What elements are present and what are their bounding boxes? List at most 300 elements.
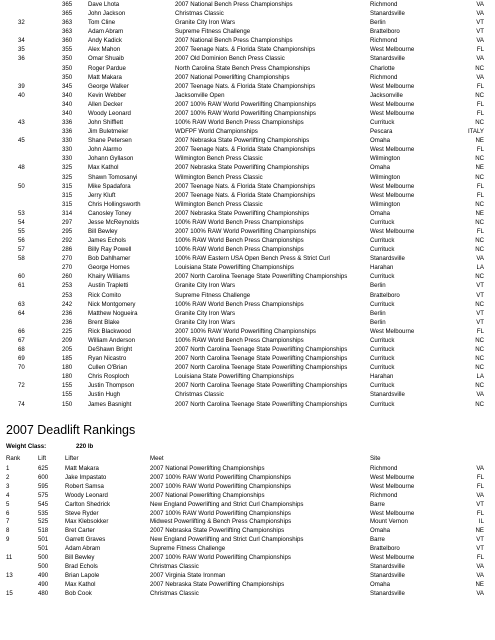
meet-cell: Wilmington Bench Press Classic: [175, 155, 263, 163]
site-state-cell: VA: [476, 391, 484, 399]
site-city-cell: Currituck: [370, 400, 395, 408]
meet-cell: 2007 Virginia State Ironman: [150, 571, 226, 579]
column-header-row: [0, 454, 495, 464]
lift-cell: 340: [62, 109, 73, 117]
lift-cell: 545: [38, 500, 49, 508]
site-state-cell: FL: [476, 46, 484, 54]
site-city-cell: Currituck: [370, 382, 395, 390]
site-city-cell: West Melbourne: [370, 554, 415, 561]
lift-cell: 525: [38, 518, 49, 526]
lifter-cell: DeShawn Bright: [88, 346, 133, 354]
lifter-cell: Bret Carter: [65, 527, 95, 535]
lift-cell: 340: [62, 100, 73, 108]
lifter-cell: John Shifflett: [88, 119, 124, 127]
rank-cell: 57: [18, 246, 25, 254]
site-state-cell: VA: [476, 589, 484, 597]
site-city-cell: Currituck: [370, 364, 395, 372]
rank-cell: 68: [18, 346, 25, 354]
meet-cell: 2007 100% RAW World Powerlifting Championships: [175, 100, 316, 108]
lifter-cell: Justin Hugh: [88, 391, 121, 399]
lift-cell: 535: [38, 509, 49, 517]
weight-class-label: Weight Class:: [6, 443, 47, 450]
meet-cell: 2007 Teenage Nats. & Florida State Championships: [175, 191, 316, 199]
lifter-cell: Jim Buletmeier: [88, 128, 129, 136]
site-state-cell: VT: [476, 536, 484, 544]
site-city-cell: Richmond: [370, 37, 398, 45]
lift-cell: 600: [38, 473, 49, 481]
lift-cell: 180: [62, 373, 73, 381]
rank-cell: 63: [18, 300, 25, 308]
site-city-cell: Stanardsville: [370, 562, 405, 570]
meet-cell: 2007 Nebraska State Powerlifting Championships: [175, 209, 310, 217]
rank-cell: 11: [6, 554, 13, 561]
lifter-cell: Bob Dahlhamer: [88, 255, 131, 263]
site-state-cell: VA: [476, 1, 484, 8]
rank-cell: 2: [6, 473, 10, 481]
lifter-cell: Woody Leonard: [88, 109, 131, 117]
site-state-cell: NE: [475, 164, 484, 172]
lifter-cell: Allen Decker: [88, 100, 123, 108]
section-title: 2007 Deadlift Rankings: [6, 423, 136, 437]
rank-cell: 50: [18, 182, 25, 190]
meet-cell: 2007 Teenage Nats. & Florida State Championships: [175, 182, 316, 190]
lifter-cell: James Echols: [88, 237, 126, 245]
lifter-cell: George Walker: [88, 82, 129, 90]
rank-cell: 67: [18, 336, 25, 344]
lift-cell: 155: [62, 382, 73, 390]
meet-cell: Louisiana State Powerlifting Championships: [175, 373, 294, 381]
lifter-cell: Nick Montgomery: [88, 300, 136, 308]
meet-cell: 100% RAW World Bench Press Championships: [175, 300, 304, 308]
site-state-cell: NC: [475, 355, 484, 363]
lift-cell: 185: [62, 355, 73, 363]
lifter-cell: Shawn Tomosanyi: [88, 173, 138, 181]
lifter-cell: Jesse McReynolds: [88, 218, 140, 226]
lift-cell: 180: [62, 364, 73, 372]
site-city-cell: Harahan: [370, 264, 394, 272]
meet-cell: 2007 100% RAW World Powerlifting Championships: [150, 554, 291, 561]
meet-cell: 100% RAW World Bench Press Championships: [175, 246, 304, 254]
site-city-cell: West Melbourne: [370, 182, 415, 190]
site-city-cell: Jacksonville: [370, 91, 403, 99]
lift-cell: 253: [62, 282, 73, 290]
meet-cell: 2007 Teenage Nats. & Florida State Championships: [175, 46, 316, 54]
rank-cell: 61: [18, 282, 25, 290]
lifter-cell: Tom Cline: [88, 19, 116, 27]
site-state-cell: VT: [476, 500, 484, 508]
lift-cell: 315: [62, 191, 73, 199]
lift-cell: 595: [38, 482, 49, 490]
site-city-cell: Pescara: [370, 128, 393, 136]
column-header-lift: Lift: [38, 455, 47, 462]
lift-cell: 501: [38, 536, 49, 544]
site-state-cell: VT: [476, 28, 484, 36]
rank-cell: 55: [18, 228, 25, 235]
lifter-cell: Kevin Webber: [88, 91, 127, 99]
site-city-cell: Wilmington: [370, 173, 401, 181]
meet-cell: 2007 Nebraska State Powerlifting Championships: [150, 527, 285, 535]
site-state-cell: NC: [475, 273, 484, 281]
lifter-cell: Dave Lhota: [88, 1, 120, 8]
site-city-cell: Brattelboro: [370, 291, 400, 299]
meet-cell: 2007 Teenage Nats. & Florida State Championships: [175, 146, 316, 154]
site-city-cell: Barre: [370, 500, 385, 508]
site-state-cell: FL: [476, 82, 484, 90]
lift-cell: 270: [62, 255, 73, 263]
site-city-cell: Omaha: [370, 527, 390, 535]
meet-cell: Granite City Iron Wars: [175, 19, 236, 27]
rank-cell: 15: [6, 589, 13, 597]
site-state-cell: NC: [475, 364, 484, 372]
lifter-cell: Chris Rosploch: [88, 373, 130, 381]
meet-cell: Supreme Fitness Challenge: [150, 545, 226, 553]
meet-cell: Christmas Classic: [175, 391, 224, 399]
rank-cell: 70: [18, 364, 25, 372]
rank-cell: 3: [6, 482, 10, 490]
lift-cell: 330: [62, 146, 73, 154]
meet-cell: 2007 100% RAW World Powerlifting Championships: [150, 473, 291, 481]
lifter-cell: Mike Spadafora: [88, 182, 131, 190]
meet-cell: 100% RAW Eastern USA Open Bench Press & Strict Curl: [175, 255, 330, 263]
lift-cell: 253: [62, 291, 73, 299]
site-state-cell: NC: [475, 91, 484, 99]
site-city-cell: Omaha: [370, 164, 390, 172]
lifter-cell: Max Kathol: [65, 580, 96, 588]
meet-cell: 100% RAW World Bench Press Championships: [175, 218, 304, 226]
meet-cell: Christmas Classic: [175, 10, 224, 18]
lifter-cell: William Anderson: [88, 336, 136, 344]
rank-cell: 56: [18, 237, 25, 245]
site-state-cell: NE: [475, 209, 484, 217]
column-header-site: Site: [370, 455, 381, 462]
site-city-cell: Stanardsville: [370, 391, 405, 399]
site-city-cell: Richmond: [370, 491, 398, 499]
lift-cell: 336: [62, 128, 73, 136]
site-city-cell: Barre: [370, 536, 385, 544]
meet-cell: 2007 North Carolina Teenage State Powerlifting Championships: [175, 382, 348, 390]
lift-cell: 363: [62, 19, 73, 27]
site-state-cell: VA: [476, 37, 484, 45]
lift-cell: 286: [62, 246, 73, 254]
lifter-cell: Brent Blake: [88, 318, 120, 326]
site-state-cell: NC: [475, 382, 484, 390]
lifter-cell: Justin Thompson: [88, 382, 135, 390]
meet-cell: Granite City Iron Wars: [175, 282, 236, 290]
site-state-cell: FL: [476, 182, 484, 190]
lifter-cell: Chris Hollingsworth: [88, 200, 141, 208]
site-state-cell: FL: [476, 482, 484, 490]
lifter-cell: Andy Kadick: [88, 37, 122, 45]
meet-cell: North Carolina State Bench Press Championships: [175, 64, 311, 72]
lifter-cell: Billy Ray Powell: [88, 246, 132, 254]
lift-cell: 205: [62, 346, 73, 354]
meet-cell: 100% RAW World Bench Press Championships: [175, 119, 304, 127]
site-state-cell: FL: [476, 146, 484, 154]
meet-cell: New England Powerlifting and Strict Curl Championships: [150, 536, 304, 544]
rank-cell: 35: [18, 46, 25, 54]
meet-cell: 2007 North Carolina Teenage State Powerlifting Championships: [175, 355, 348, 363]
site-state-cell: FL: [476, 509, 484, 517]
lift-cell: 625: [38, 465, 49, 472]
lifter-cell: Shane Petersen: [88, 137, 132, 145]
site-state-cell: IL: [478, 518, 484, 526]
site-state-cell: VT: [476, 19, 484, 27]
site-state-cell: NC: [475, 218, 484, 226]
lift-cell: 314: [62, 209, 73, 217]
meet-cell: 2007 100% RAW World Powerlifting Championships: [175, 109, 316, 117]
meet-cell: 100% RAW World Bench Press Championships: [175, 237, 304, 245]
rank-cell: 43: [18, 119, 25, 127]
lifter-cell: Matt Makara: [65, 465, 99, 472]
lifter-cell: Bill Bewley: [88, 228, 118, 235]
lift-cell: 236: [62, 318, 73, 326]
meet-cell: 2007 100% RAW World Powerlifting Championships: [175, 327, 316, 335]
site-state-cell: VA: [476, 255, 484, 263]
site-state-cell: VA: [476, 491, 484, 499]
site-state-cell: ITALY: [467, 128, 484, 136]
lift-cell: 360: [62, 37, 73, 45]
site-city-cell: West Melbourne: [370, 46, 415, 54]
meet-cell: Supreme Fitness Challenge: [175, 28, 251, 36]
site-state-cell: NC: [475, 200, 484, 208]
lifter-cell: Jake Impastato: [65, 473, 107, 481]
lift-cell: 500: [38, 554, 49, 561]
lifter-cell: Adam Abram: [88, 28, 124, 36]
site-state-cell: NC: [475, 64, 484, 72]
rank-cell: 4: [6, 491, 10, 499]
rank-cell: 48: [18, 164, 25, 172]
site-state-cell: VT: [476, 309, 484, 317]
lift-cell: 236: [62, 309, 73, 317]
site-city-cell: West Melbourne: [370, 109, 415, 117]
site-city-cell: Currituck: [370, 119, 395, 127]
rank-cell: 36: [18, 55, 25, 63]
meet-cell: 2007 National Powerlifting Championships: [150, 465, 265, 472]
lift-cell: 330: [62, 155, 73, 163]
meet-cell: Granite City Iron Wars: [175, 318, 236, 326]
lift-cell: 575: [38, 491, 49, 499]
column-header-rank: Rank: [6, 455, 21, 462]
rank-cell: 69: [18, 355, 25, 363]
lifter-cell: Cullen O'Brian: [88, 364, 128, 372]
meet-cell: 2007 100% RAW World Powerlifting Championships: [175, 228, 316, 235]
lift-cell: 500: [38, 562, 49, 570]
meet-cell: 2007 National Bench Press Championships: [175, 1, 293, 8]
rank-cell: 40: [18, 91, 25, 99]
lift-cell: 336: [62, 119, 73, 127]
site-city-cell: Currituck: [370, 300, 395, 308]
lifter-cell: Brad Echols: [65, 562, 98, 570]
meet-cell: 2007 North Carolina Teenage State Powerlifting Championships: [175, 273, 348, 281]
site-state-cell: NC: [475, 346, 484, 354]
rank-cell: 54: [18, 218, 25, 226]
lifter-cell: Alex Mahon: [88, 46, 121, 54]
site-city-cell: Wilmington: [370, 200, 401, 208]
meet-cell: 2007 Teenage Nats. & Florida State Championships: [175, 82, 316, 90]
site-state-cell: NE: [475, 137, 484, 145]
lift-cell: 490: [38, 571, 49, 579]
rank-cell: 45: [18, 137, 25, 145]
lifter-cell: Adam Abram: [65, 545, 101, 553]
lift-cell: 270: [62, 264, 73, 272]
rank-cell: 13: [6, 571, 13, 579]
lift-cell: 325: [62, 164, 73, 172]
lift-cell: 363: [62, 28, 73, 36]
lifter-cell: Matt Makara: [88, 73, 122, 81]
lifter-cell: Roger Pardue: [88, 64, 126, 72]
lift-cell: 501: [38, 545, 49, 553]
lifter-cell: Garrett Graves: [65, 536, 106, 544]
lifter-cell: Robert Samsa: [65, 482, 104, 490]
lifter-cell: Jerry Kluft: [88, 191, 116, 199]
site-state-cell: NC: [475, 173, 484, 181]
lift-cell: 315: [62, 200, 73, 208]
site-city-cell: Mount Vernon: [370, 518, 408, 526]
meet-cell: Midwest Powerlifting & Bench Press Championships: [150, 518, 292, 526]
site-city-cell: Currituck: [370, 246, 395, 254]
site-city-cell: West Melbourne: [370, 509, 415, 517]
site-state-cell: NC: [475, 119, 484, 127]
meet-cell: 2007 National Powerlifting Championships: [150, 491, 265, 499]
site-state-cell: FL: [476, 109, 484, 117]
site-city-cell: Stanardsville: [370, 10, 405, 18]
lift-cell: 340: [62, 91, 73, 99]
rank-cell: 1: [6, 465, 10, 472]
meet-cell: Louisiana State Powerlifting Championships: [175, 264, 294, 272]
site-city-cell: Harahan: [370, 373, 394, 381]
lift-cell: 242: [62, 300, 73, 308]
site-city-cell: Berlin: [370, 309, 386, 317]
site-state-cell: LA: [476, 373, 484, 381]
lifter-cell: Carlton Shedrick: [65, 500, 111, 508]
rank-cell: 60: [18, 273, 25, 281]
lift-cell: 365: [62, 1, 73, 8]
lift-cell: 330: [62, 137, 73, 145]
site-state-cell: VA: [476, 55, 484, 63]
site-city-cell: Stanardsville: [370, 255, 405, 263]
site-city-cell: Stanardsville: [370, 55, 405, 63]
site-state-cell: VT: [476, 545, 484, 553]
meet-cell: 2007 Old Dominion Bench Press Classic: [175, 55, 285, 63]
rank-cell: 6: [6, 509, 10, 517]
meet-cell: Christmas Classic: [150, 562, 199, 570]
lift-cell: 345: [62, 82, 73, 90]
lifter-cell: Steve Ryder: [65, 509, 99, 517]
site-state-cell: FL: [476, 228, 484, 235]
site-state-cell: NE: [475, 527, 484, 535]
rank-cell: 32: [18, 19, 25, 27]
lift-cell: 155: [62, 391, 73, 399]
meet-cell: 2007 National Powerlifting Championships: [175, 73, 290, 81]
site-state-cell: NC: [475, 237, 484, 245]
site-city-cell: West Melbourne: [370, 146, 415, 154]
site-state-cell: VA: [476, 10, 484, 18]
lift-cell: 325: [62, 173, 73, 181]
site-state-cell: FL: [476, 554, 484, 561]
site-city-cell: West Melbourne: [370, 327, 415, 335]
site-state-cell: VA: [476, 571, 484, 579]
rank-cell: 58: [18, 255, 25, 263]
site-city-cell: West Melbourne: [370, 228, 415, 235]
lift-cell: 209: [62, 336, 73, 344]
lifter-cell: Austin Trapletti: [88, 282, 129, 290]
lifter-cell: Matthew Nogueira: [88, 309, 138, 317]
lift-cell: 490: [38, 580, 49, 588]
site-state-cell: LA: [476, 264, 484, 272]
rank-cell: 5: [6, 500, 10, 508]
site-city-cell: Richmond: [370, 1, 398, 8]
site-city-cell: Currituck: [370, 273, 395, 281]
site-state-cell: FL: [476, 191, 484, 199]
rank-cell: 66: [18, 327, 25, 335]
meet-cell: 2007 North Carolina Teenage State Powerlifting Championships: [175, 364, 348, 372]
rank-cell: 34: [18, 37, 25, 45]
site-city-cell: Richmond: [370, 465, 398, 472]
lift-cell: 350: [62, 55, 73, 63]
column-header-meet: Meet: [150, 455, 164, 462]
rank-cell: 8: [6, 527, 10, 535]
meet-cell: Jacksonville Open: [175, 91, 225, 99]
site-city-cell: Charlotte: [370, 64, 395, 72]
site-city-cell: West Melbourne: [370, 473, 415, 481]
lifter-cell: Max Kathol: [88, 164, 119, 172]
lift-cell: 292: [62, 237, 73, 245]
site-state-cell: VT: [476, 291, 484, 299]
lift-cell: 350: [62, 64, 73, 72]
table-row: [0, 400, 495, 410]
lifter-cell: George Hornes: [88, 264, 130, 272]
meet-cell: 2007 100% RAW World Powerlifting Championships: [150, 482, 291, 490]
site-city-cell: Currituck: [370, 336, 395, 344]
site-city-cell: Richmond: [370, 73, 398, 81]
lifter-cell: Max Klebsokker: [65, 518, 109, 526]
weight-class-value: 220 lb: [76, 443, 94, 450]
rank-cell: 7: [6, 518, 10, 526]
site-state-cell: VA: [476, 562, 484, 570]
lifter-cell: Johann Gyllason: [88, 155, 134, 163]
meet-cell: Supreme Fitness Challenge: [175, 291, 251, 299]
rank-cell: 53: [18, 209, 25, 217]
meet-cell: WDFPF World Championships: [175, 128, 258, 136]
site-state-cell: VA: [476, 73, 484, 81]
meet-cell: 100% RAW World Bench Press Championships: [175, 336, 304, 344]
site-state-cell: NC: [475, 155, 484, 163]
lift-cell: 315: [62, 182, 73, 190]
lift-cell: 150: [62, 400, 73, 408]
site-city-cell: Omaha: [370, 137, 390, 145]
meet-cell: New England Powerlifting and Strict Curl Championships: [150, 500, 304, 508]
site-city-cell: Stanardsville: [370, 571, 405, 579]
site-state-cell: NC: [475, 300, 484, 308]
lifter-cell: Rick Comito: [88, 291, 121, 299]
lift-cell: 365: [62, 10, 73, 18]
site-state-cell: NE: [475, 580, 484, 588]
rank-cell: 9: [6, 536, 10, 544]
site-state-cell: FL: [476, 100, 484, 108]
site-state-cell: VT: [476, 282, 484, 290]
lifter-cell: Khairy Williams: [88, 273, 130, 281]
lift-cell: 295: [62, 228, 73, 235]
site-state-cell: FL: [476, 473, 484, 481]
meet-cell: 2007 Nebraska State Powerlifting Championships: [175, 164, 310, 172]
lift-cell: 350: [62, 73, 73, 81]
lifter-cell: Woody Leonard: [65, 491, 108, 499]
lifter-cell: Canosley Toney: [88, 209, 132, 217]
site-city-cell: Brattelboro: [370, 28, 400, 36]
lifter-cell: Bob Cook: [65, 589, 92, 597]
meet-cell: 2007 Nebraska State Powerlifting Championships: [150, 580, 285, 588]
column-header-lifter: Lifter: [65, 455, 79, 462]
